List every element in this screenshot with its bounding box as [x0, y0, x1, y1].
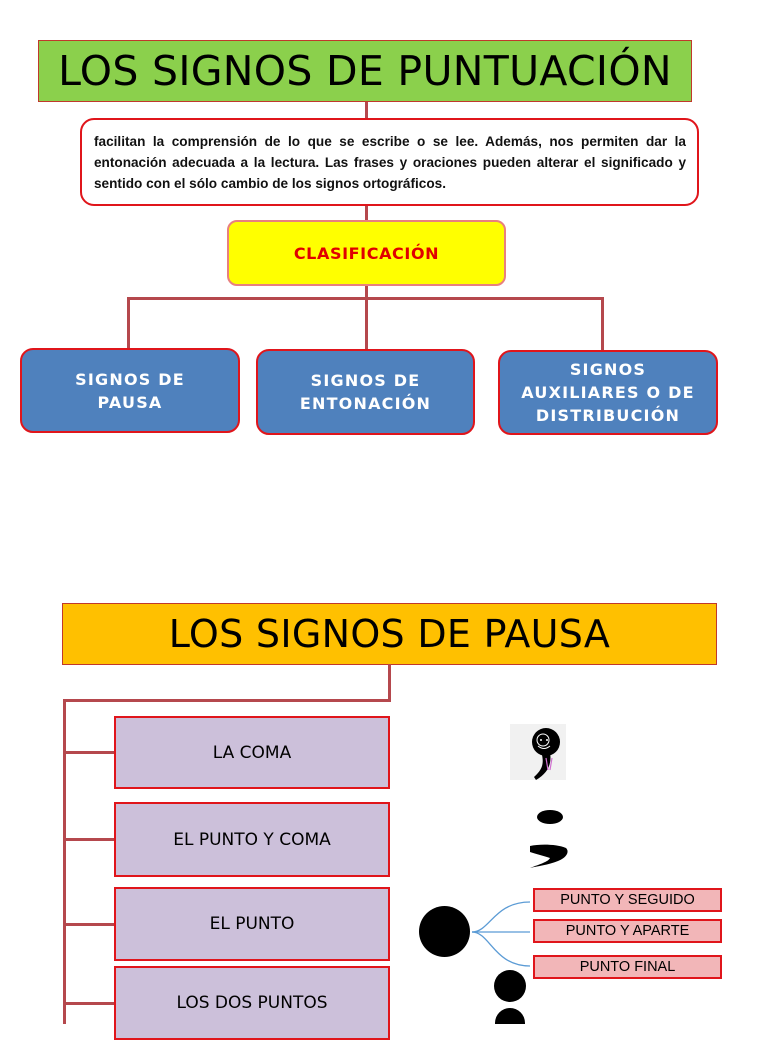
category-label: SIGNOS DE PAUSA	[75, 369, 185, 412]
description-text: facilitan la comprensión de lo que se escribe o se lee. Además, nos permiten dar la entonación adecuada a la lectura. Las frases y oraciones pueden alterar el significado y sentido con el sólo cambio de los signos ortográficos.	[80, 118, 699, 206]
item-el-punto-y-coma	[114, 802, 390, 877]
punto-type-seguido	[533, 888, 722, 912]
item-label: LOS DOS PUNTOS	[176, 993, 328, 1013]
pausa-title: LOS SIGNOS DE PAUSA	[62, 603, 717, 665]
connector-item-la-coma	[63, 751, 116, 754]
connector-branch-auxiliares	[601, 297, 604, 352]
category-signos-de-pausa	[20, 348, 240, 433]
item-label: EL PUNTO	[209, 914, 295, 934]
punto-type-aparte	[533, 919, 722, 943]
connector-item-el-punto	[63, 923, 116, 926]
connector-pausa-title	[388, 664, 391, 702]
comma-icon	[510, 724, 566, 780]
page-title: LOS SIGNOS DE PUNTUACIÓN	[38, 40, 692, 102]
item-la-coma	[114, 716, 390, 789]
punto-type-label: PUNTO Y APARTE	[565, 923, 690, 939]
item-el-punto	[114, 887, 390, 961]
connector-item-punto-y-coma	[63, 838, 116, 841]
category-signos-de-entonacion	[256, 349, 475, 435]
semicolon-icon	[522, 806, 574, 872]
connector-item-dos-puntos	[63, 1002, 116, 1005]
punto-type-label: PUNTO Y SEGUIDO	[560, 892, 695, 908]
colon-icon	[492, 968, 528, 1024]
category-signos-auxiliares	[498, 350, 718, 435]
punto-type-final	[533, 955, 722, 979]
connector-pausa-top	[63, 699, 391, 702]
colon-lower-dot	[495, 1008, 525, 1024]
connector-branch-entonacion	[365, 297, 368, 350]
connector-branch-pausa	[127, 297, 130, 350]
punto-bracket-lines	[468, 898, 536, 970]
punto-type-label: PUNTO FINAL	[579, 959, 676, 975]
category-label: SIGNOS DE ENTONACIÓN	[299, 371, 432, 413]
item-label: EL PUNTO Y COMA	[173, 829, 331, 850]
colon-upper-dot	[494, 970, 526, 1002]
period-icon	[419, 906, 470, 957]
item-los-dos-puntos	[114, 966, 390, 1040]
item-label: LA COMA	[212, 742, 292, 763]
connector-title-description	[365, 100, 368, 120]
classification-label: CLASIFICACIÓN	[227, 220, 506, 286]
connector-pausa-spine	[63, 699, 66, 1024]
category-label: SIGNOS AUXILIARES O DE DISTRIBUCIÓN	[521, 360, 695, 425]
